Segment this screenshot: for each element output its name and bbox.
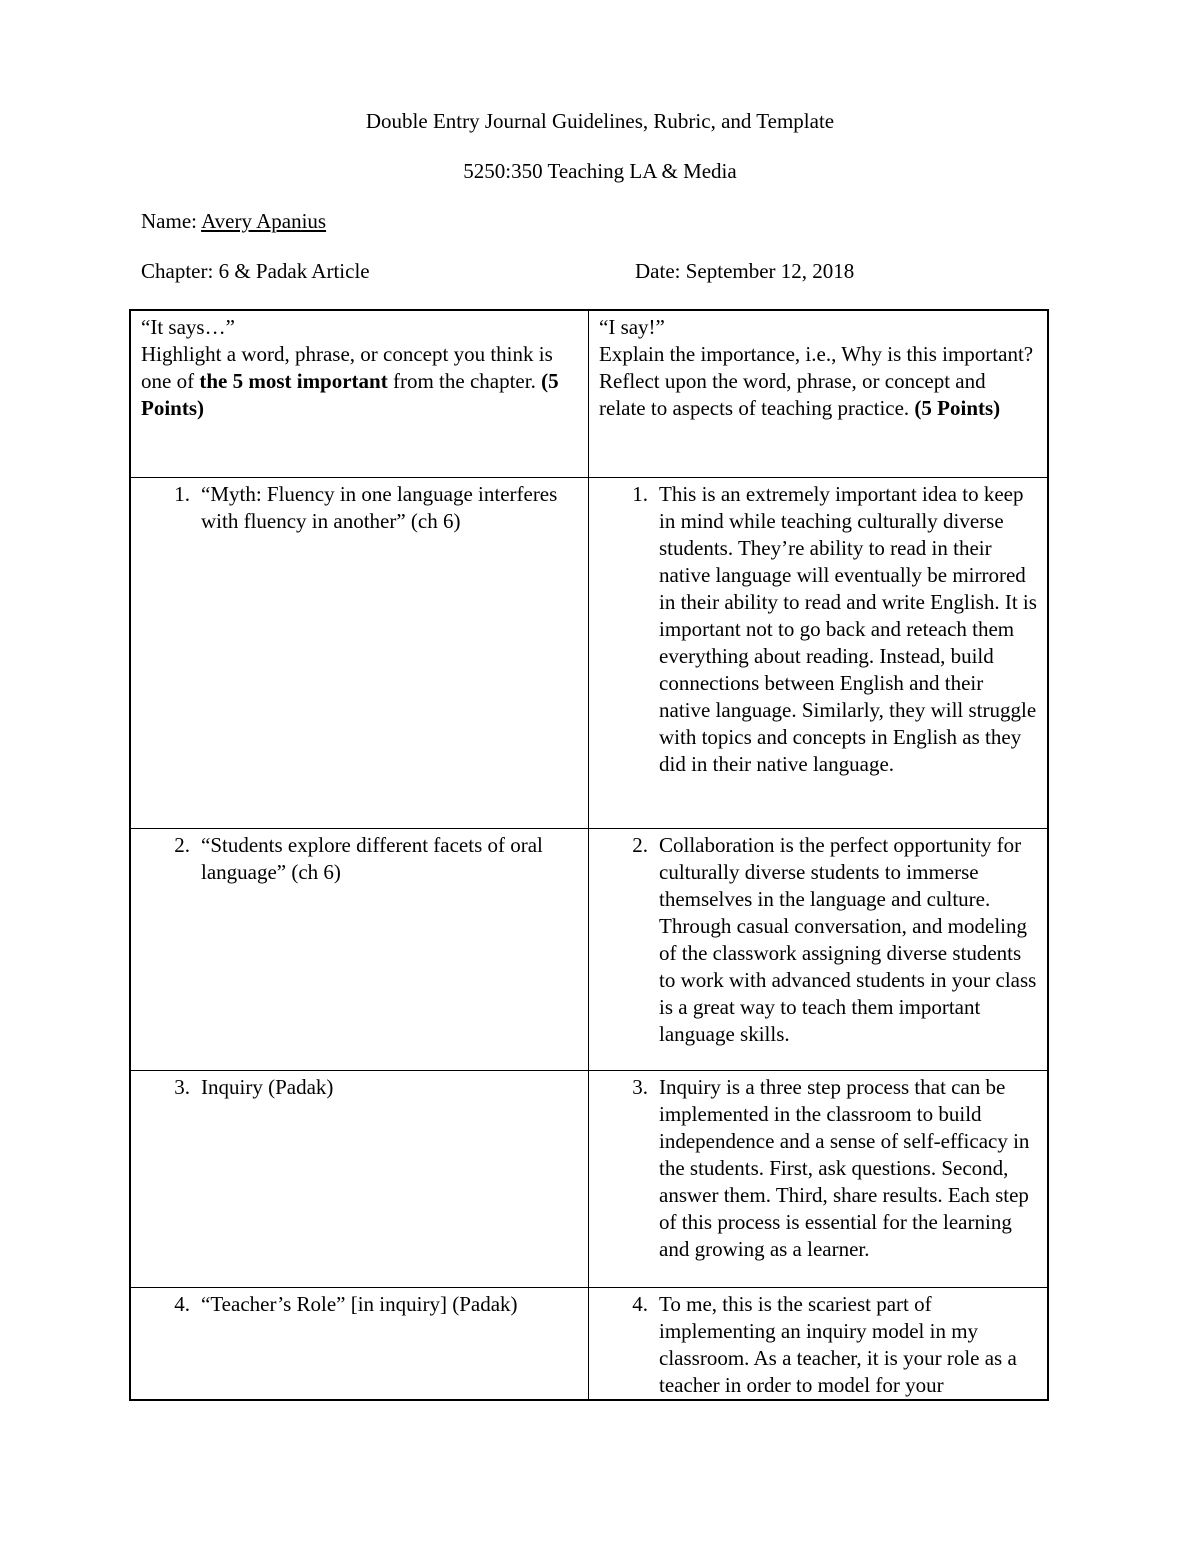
chapter-value: 6 & Padak Article (218, 259, 370, 283)
entry-number: 4. (632, 1292, 648, 1316)
i-say-text: Collaboration is the perfect opportunity for culturally diverse students to immerse themselves in the language and culture. Through casual conversation, and modeling of the classwork assigning diverse students to work with advanced students in your class is a great way to teach them important language skills. (659, 833, 1037, 1046)
list-item (141, 832, 578, 886)
it-says-text: “Teacher’s Role” [in inquiry] (Padak) (201, 1292, 518, 1316)
i-say-header-cell (589, 310, 1049, 478)
it-says-text-b: from the chapter. (387, 369, 542, 393)
list-item (141, 481, 578, 535)
i-say-cell (589, 1288, 1049, 1401)
list-item (599, 832, 1037, 1048)
i-say-instruction-2: Reflect upon the word, phrase, or concept and relate to aspects of teaching practice. (599, 369, 986, 420)
it-says-text-bold: the 5 most important (199, 369, 388, 393)
list-item (141, 1291, 578, 1318)
i-say-instruction-2-wrap (599, 369, 1000, 420)
list-item (599, 1291, 1037, 1399)
i-say-text: To me, this is the scariest part of implementing an inquiry model in my classroom. As a teacher, it is your role as a teacher in order to model for your (659, 1292, 1017, 1397)
list-item (599, 481, 1037, 778)
i-say-text: This is an extremely important idea to keep in mind while teaching culturally diverse students. They’re ability to read in their native language will eventually be mirrored in their ability to read and write English. It is important not to go back and reteach them everything about reading. Instead, build connections between English and their native language. Similarly, they will struggle with topics and concepts in English as they did in their native language. (659, 482, 1037, 776)
table-header-row (130, 310, 1048, 478)
date-value: September 12, 2018 (685, 259, 855, 283)
it-says-points: (5 Points) (141, 369, 559, 420)
it-says-cell (130, 829, 589, 1071)
i-say-cell (589, 478, 1049, 829)
i-say-cell (589, 1071, 1049, 1288)
name-value: Avery Apanius (201, 209, 327, 233)
entry-number: 2. (632, 833, 648, 857)
list-item (599, 1074, 1037, 1263)
it-says-header-cell (130, 310, 589, 478)
table-row (130, 1071, 1048, 1288)
i-say-heading: “I say!” (599, 315, 665, 339)
table-row (130, 829, 1048, 1071)
it-says-text-a: Highlight a word, phrase, or concept you think is one of (141, 342, 553, 393)
it-says-heading: “It says…” (141, 315, 235, 339)
table-row (130, 1288, 1048, 1401)
it-says-cell (130, 478, 589, 829)
entry-number: 3. (174, 1075, 190, 1099)
date-label: Date: (635, 259, 681, 283)
i-say-cell (589, 829, 1049, 1071)
entry-number: 1. (632, 482, 648, 506)
entry-number: 2. (174, 833, 190, 857)
course-title: 5250:350 Teaching LA & Media (463, 159, 737, 183)
i-say-points: (5 Points) (914, 396, 1001, 420)
it-says-text: “Myth: Fluency in one language interferes with fluency in another” (ch 6) (201, 482, 558, 533)
name-line (141, 208, 326, 235)
table-row (130, 478, 1048, 829)
entry-number: 4. (174, 1292, 190, 1316)
name-label: Name: (141, 209, 197, 233)
chapter-label: Chapter: (141, 259, 214, 283)
it-says-cell (130, 1071, 589, 1288)
entry-number: 1. (174, 482, 190, 506)
date-line (635, 258, 854, 285)
it-says-text: Inquiry (Padak) (201, 1075, 334, 1099)
it-says-text: “Students explore different facets of oral language” (ch 6) (201, 833, 543, 884)
document-title: Double Entry Journal Guidelines, Rubric, and Template (365, 109, 835, 133)
entry-number: 3. (632, 1075, 648, 1099)
chapter-line (141, 258, 370, 285)
list-item (141, 1074, 578, 1101)
it-says-instructions (141, 342, 559, 420)
double-entry-table (129, 309, 1049, 1401)
it-says-cell (130, 1288, 589, 1401)
i-say-instruction-1: Explain the importance, i.e., Why is this important? (599, 342, 1034, 366)
i-say-text: Inquiry is a three step process that can be implemented in the classroom to build independence and a sense of self-efficacy in the students. First, ask questions. Second, answer them. Third, share results. Each step of this process is essential for the learning and growing as a learner. (659, 1075, 1030, 1261)
